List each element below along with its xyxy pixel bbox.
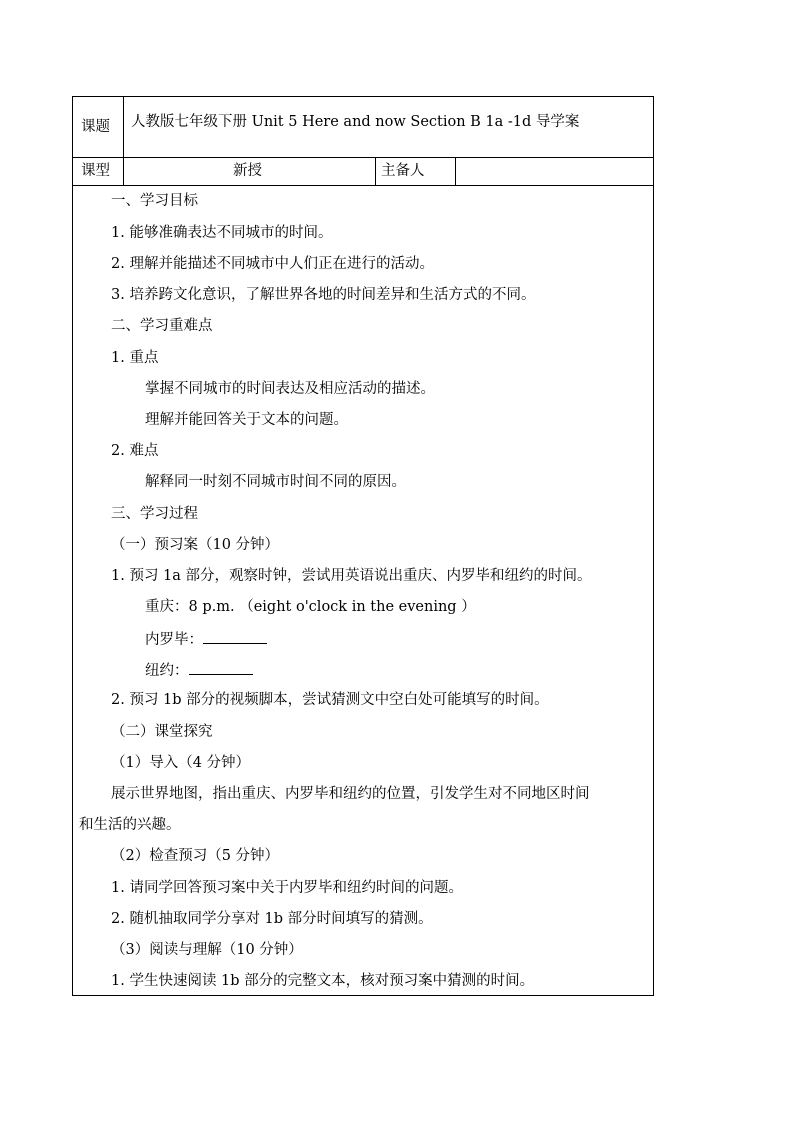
label-type: 课型 (81, 163, 110, 179)
text-line: 展示世界地图，指出重庆、内罗毕和纽约的位置，引发学生对不同地区时间 (111, 786, 590, 802)
list-item: 1. 预习 1a 部分，观察时钟，尝试用英语说出重庆、内罗毕和纽约的时间。 (111, 568, 592, 584)
subsection-heading: （一）预习案（10 分钟） (111, 537, 280, 553)
list-item: 2. 随机抽取同学分享对 1b 部分时间填写的猜测。 (111, 911, 433, 927)
list-item: 2. 预习 1b 部分的视频脚本，尝试猜测文中空白处可能填写的时间。 (111, 692, 549, 708)
list-item: 1. 能够准确表达不同城市的时间。 (111, 225, 333, 241)
list-item: 2. 理解并能描述不同城市中人们正在进行的活动。 (111, 256, 434, 272)
label-topic: 课题 (81, 119, 110, 135)
list-item: 1. 学生快速阅读 1b 部分的完整文本，核对预习案中猜测的时间。 (111, 973, 535, 989)
text-line: 内罗毕： (145, 632, 203, 648)
list-item: 3. 培养跨文化意识，了解世界各地的时间差异和生活方式的不同。 (111, 287, 536, 303)
fill-blank-line (145, 660, 253, 680)
text-line: 理解并能回答关于文本的问题。 (145, 412, 348, 428)
section-heading: 三、学习过程 (111, 506, 198, 522)
header-row-topic (73, 97, 653, 158)
answer-blank[interactable] (203, 629, 267, 644)
list-item: 1. 重点 (111, 350, 159, 366)
divider (375, 157, 376, 185)
text-line: 重庆：8 p.m. （eight o'clock in the evening ） (145, 599, 476, 615)
subsection-heading: （1）导入（4 分钟） (111, 755, 251, 771)
text-line: 解释同一时刻不同城市时间不同的原因。 (145, 474, 406, 490)
divider (455, 157, 456, 185)
answer-blank[interactable] (189, 660, 253, 675)
header-row-type (73, 157, 653, 186)
subsection-heading: （二）课堂探究 (111, 724, 213, 740)
fill-blank-line (145, 629, 267, 649)
section-heading: 二、学习重难点 (111, 318, 213, 334)
subsection-heading: （2）检查预习（5 分钟） (111, 848, 280, 864)
topic-title: 人教版七年级下册 Unit 5 Here and now Section B 1a -1d 导学案 (131, 114, 580, 130)
content-cell (73, 186, 653, 995)
subsection-heading: （3）阅读与理解（10 分钟） (111, 942, 303, 958)
lesson-plan-table (72, 96, 654, 996)
text-line: 纽约： (145, 663, 189, 679)
divider (123, 157, 124, 185)
section-heading: 一、学习目标 (111, 193, 198, 209)
label-preparer: 主备人 (381, 163, 425, 179)
list-item: 1. 请同学回答预习案中关于内罗毕和纽约时间的问题。 (111, 880, 463, 896)
lesson-type: 新授 (233, 163, 262, 179)
text-line: 和生活的兴趣。 (79, 817, 181, 833)
list-item: 2. 难点 (111, 443, 159, 459)
text-line: 掌握不同城市的时间表达及相应活动的描述。 (145, 381, 435, 397)
divider (123, 97, 124, 157)
